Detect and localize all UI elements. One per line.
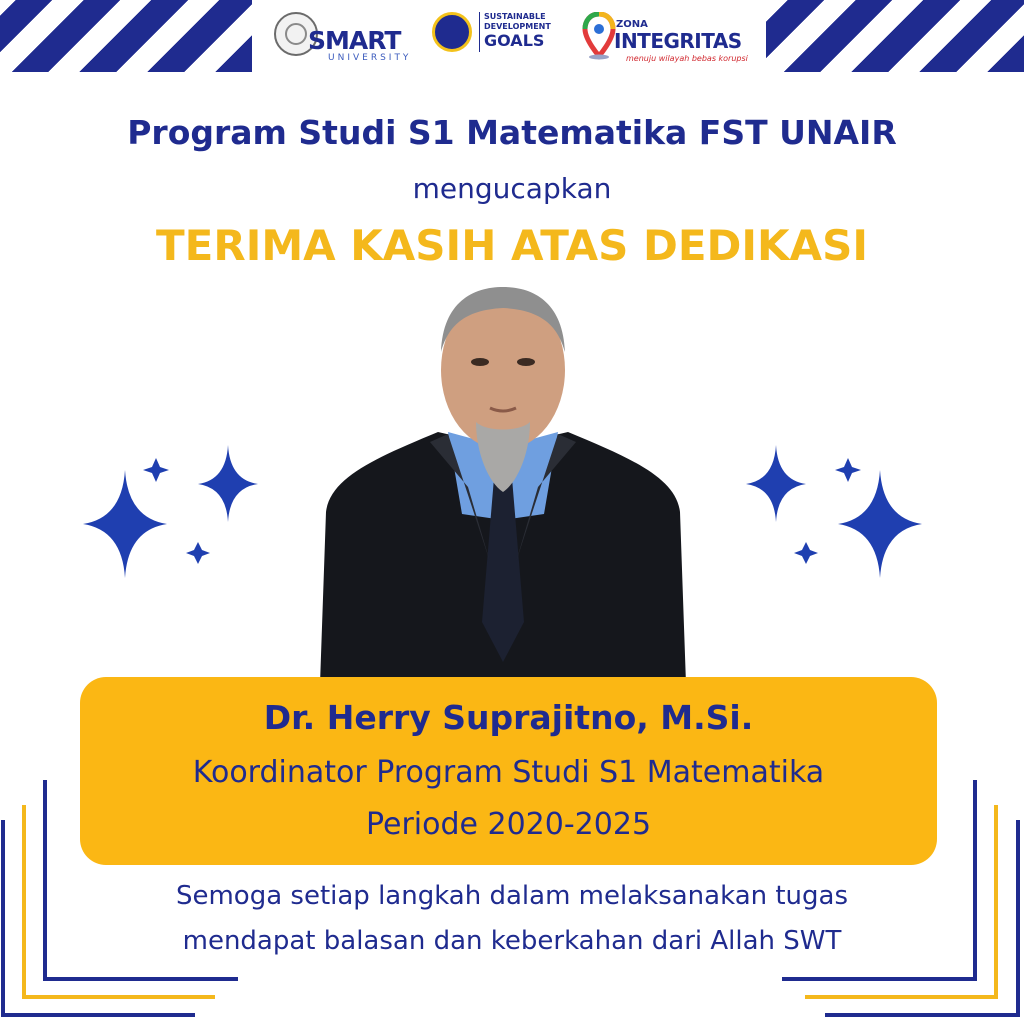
sparkle-icon xyxy=(838,470,922,578)
sparkle-group-right xyxy=(740,440,940,590)
page-subtitle: mengucapkan xyxy=(412,172,612,205)
corner-lines-left xyxy=(0,775,240,1024)
smart-university-logo xyxy=(274,8,424,64)
message-line-2: mendapat balasan dan keberkahan dari Allah SWT xyxy=(182,926,842,956)
sparkle-icon xyxy=(198,445,258,522)
zona-tagline: menuju wilayah bebas korupsi xyxy=(626,54,748,63)
smart-logo-word: SMART xyxy=(308,26,401,55)
sdg-seal-icon xyxy=(432,12,472,52)
zona-line1: ZONA xyxy=(616,19,648,30)
corner-lines-right xyxy=(780,775,1024,1024)
message-line-1: Semoga setiap langkah dalam melaksanakan tugas xyxy=(175,881,849,911)
sdg-line1: SUSTAINABLE xyxy=(484,12,546,21)
sdg-divider xyxy=(479,12,480,52)
sparkle-icon xyxy=(83,470,167,578)
sparkle-icon xyxy=(143,458,169,482)
smart-logo-sub: UNIVERSITY xyxy=(328,53,412,63)
portrait-photo xyxy=(318,282,688,684)
sparkle-icon xyxy=(746,445,806,522)
zona-integritas-logo xyxy=(582,8,757,64)
map-pin-icon xyxy=(582,12,616,60)
sparkle-group-left xyxy=(70,440,270,590)
page-title: Program Studi S1 Matematika FST UNAIR xyxy=(127,113,897,152)
header-stripes-right xyxy=(766,0,1024,72)
person-period: Periode 2020-2025 xyxy=(365,807,652,842)
zona-line2: INTEGRITAS xyxy=(614,29,742,53)
header-stripes-left xyxy=(0,0,252,72)
logo-bar xyxy=(252,0,766,72)
sparkle-icon xyxy=(794,542,818,564)
sdg-logo xyxy=(432,8,582,64)
person-name: Dr. Herry Suprajitno, M.Si. xyxy=(263,698,754,737)
sparkle-icon xyxy=(186,542,210,564)
sdg-line2: DEVELOPMENT xyxy=(484,22,551,31)
sparkle-icon xyxy=(835,458,861,482)
headline: TERIMA KASIH ATAS DEDIKASI xyxy=(156,221,868,270)
sdg-line3: GOALS xyxy=(484,31,545,50)
person-role: Koordinator Program Studi S1 Matematika xyxy=(192,755,825,790)
